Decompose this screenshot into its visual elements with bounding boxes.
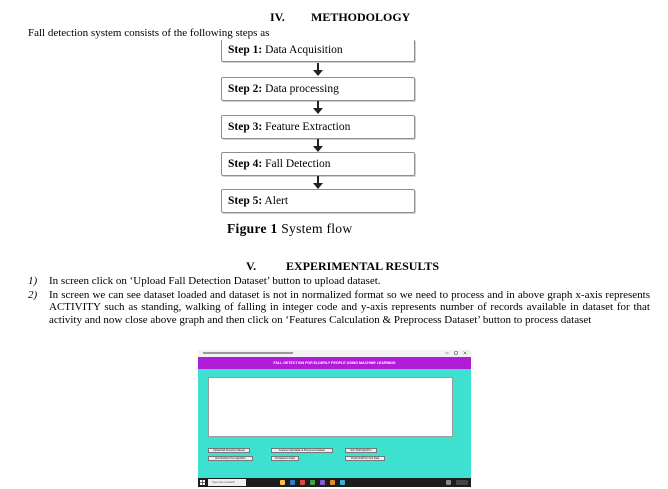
taskbar-search-input[interactable]: Type here to search	[208, 479, 246, 486]
run-decision-tree-button[interactable]: Run Decision Tree Algorithm	[208, 456, 253, 461]
taskbar	[198, 478, 471, 487]
predict-fall-button[interactable]: Predict Fall from Test Data	[345, 456, 385, 461]
intro-paragraph: Fall detection system consists of the following steps as	[28, 27, 270, 39]
upload-dataset-button[interactable]: Upload Fall Detection Dataset	[208, 448, 250, 453]
list-item-text: In screen we can see dataset loaded and dataset is not in normalized format so we need to process and in above graph x-axis represents ACTIVITY such as standing, walking of falling in integer code and y-axis represents number of records available in dataset for that activity and now close above graph and then click on ‘Features Calculation & Preprocess Dataset’ button to process dataset	[49, 289, 650, 326]
list-item-text: In screen click on ‘Upload Fall Detection Dataset’ button to upload dataset.	[49, 275, 381, 287]
app-icon[interactable]	[320, 480, 325, 485]
flow-step-label: Data processing	[265, 83, 339, 95]
flow-step-label: Feature Extraction	[265, 121, 351, 133]
flow-step-label: Fall Detection	[265, 158, 331, 170]
app-banner: FALL DETECTION FOR ELDERLY PEOPLE USING MACHINE LEARNING	[198, 357, 471, 369]
flow-step-4	[221, 152, 415, 176]
flow-step-label: Alert	[264, 195, 289, 207]
windows-start-icon[interactable]	[200, 480, 205, 485]
flow-step-number: Step 3:	[228, 121, 263, 133]
list-item	[28, 275, 650, 287]
list-marker: 1)	[28, 275, 38, 287]
flow-step-3	[221, 115, 415, 139]
figure-caption	[227, 221, 352, 237]
section-title: METHODOLOGY	[311, 10, 411, 24]
down-arrow-icon	[312, 63, 324, 77]
edge-icon[interactable]	[290, 480, 295, 485]
app-icon[interactable]	[330, 480, 335, 485]
flow-step-number: Step 2:	[228, 83, 263, 95]
section-number: IV.	[270, 10, 285, 24]
section-number: V.	[246, 259, 257, 273]
close-icon[interactable]	[463, 351, 467, 355]
flow-step-5	[221, 189, 415, 213]
run-svm-button[interactable]: Run SVM Algorithm	[345, 448, 377, 453]
flow-step-number: Step 1:	[228, 44, 263, 56]
comparison-graph-button[interactable]: Comparison Graph	[271, 456, 299, 461]
app-icon[interactable]	[300, 480, 305, 485]
figure-number: Figure 1	[227, 221, 278, 236]
app-screenshot	[198, 350, 471, 487]
maximize-icon[interactable]	[454, 351, 458, 355]
minimize-icon[interactable]	[445, 351, 449, 355]
app-icon[interactable]	[340, 480, 345, 485]
list-item	[28, 289, 650, 326]
flow-step-label: Data Acquisition	[265, 44, 343, 56]
system-tray-icon[interactable]	[446, 480, 451, 485]
down-arrow-icon	[312, 139, 324, 153]
figure-caption-text: System flow	[281, 221, 353, 236]
app-icon[interactable]	[310, 480, 315, 485]
flow-step-number: Step 5:	[228, 195, 263, 207]
flow-step-1	[221, 40, 415, 62]
down-arrow-icon	[312, 176, 324, 190]
features-calculation-button[interactable]: Features Calculation & Preprocess Dataset	[271, 448, 333, 453]
clock-icon[interactable]	[456, 480, 468, 485]
down-arrow-icon	[312, 101, 324, 115]
list-marker: 2)	[28, 289, 38, 301]
flow-step-2	[221, 77, 415, 101]
file-explorer-icon[interactable]	[280, 480, 285, 485]
window-title	[203, 352, 293, 354]
flow-step-number: Step 4:	[228, 158, 263, 170]
window-titlebar	[198, 350, 471, 357]
section-title: EXPERIMENTAL RESULTS	[286, 259, 440, 273]
output-text-area[interactable]	[208, 377, 453, 437]
